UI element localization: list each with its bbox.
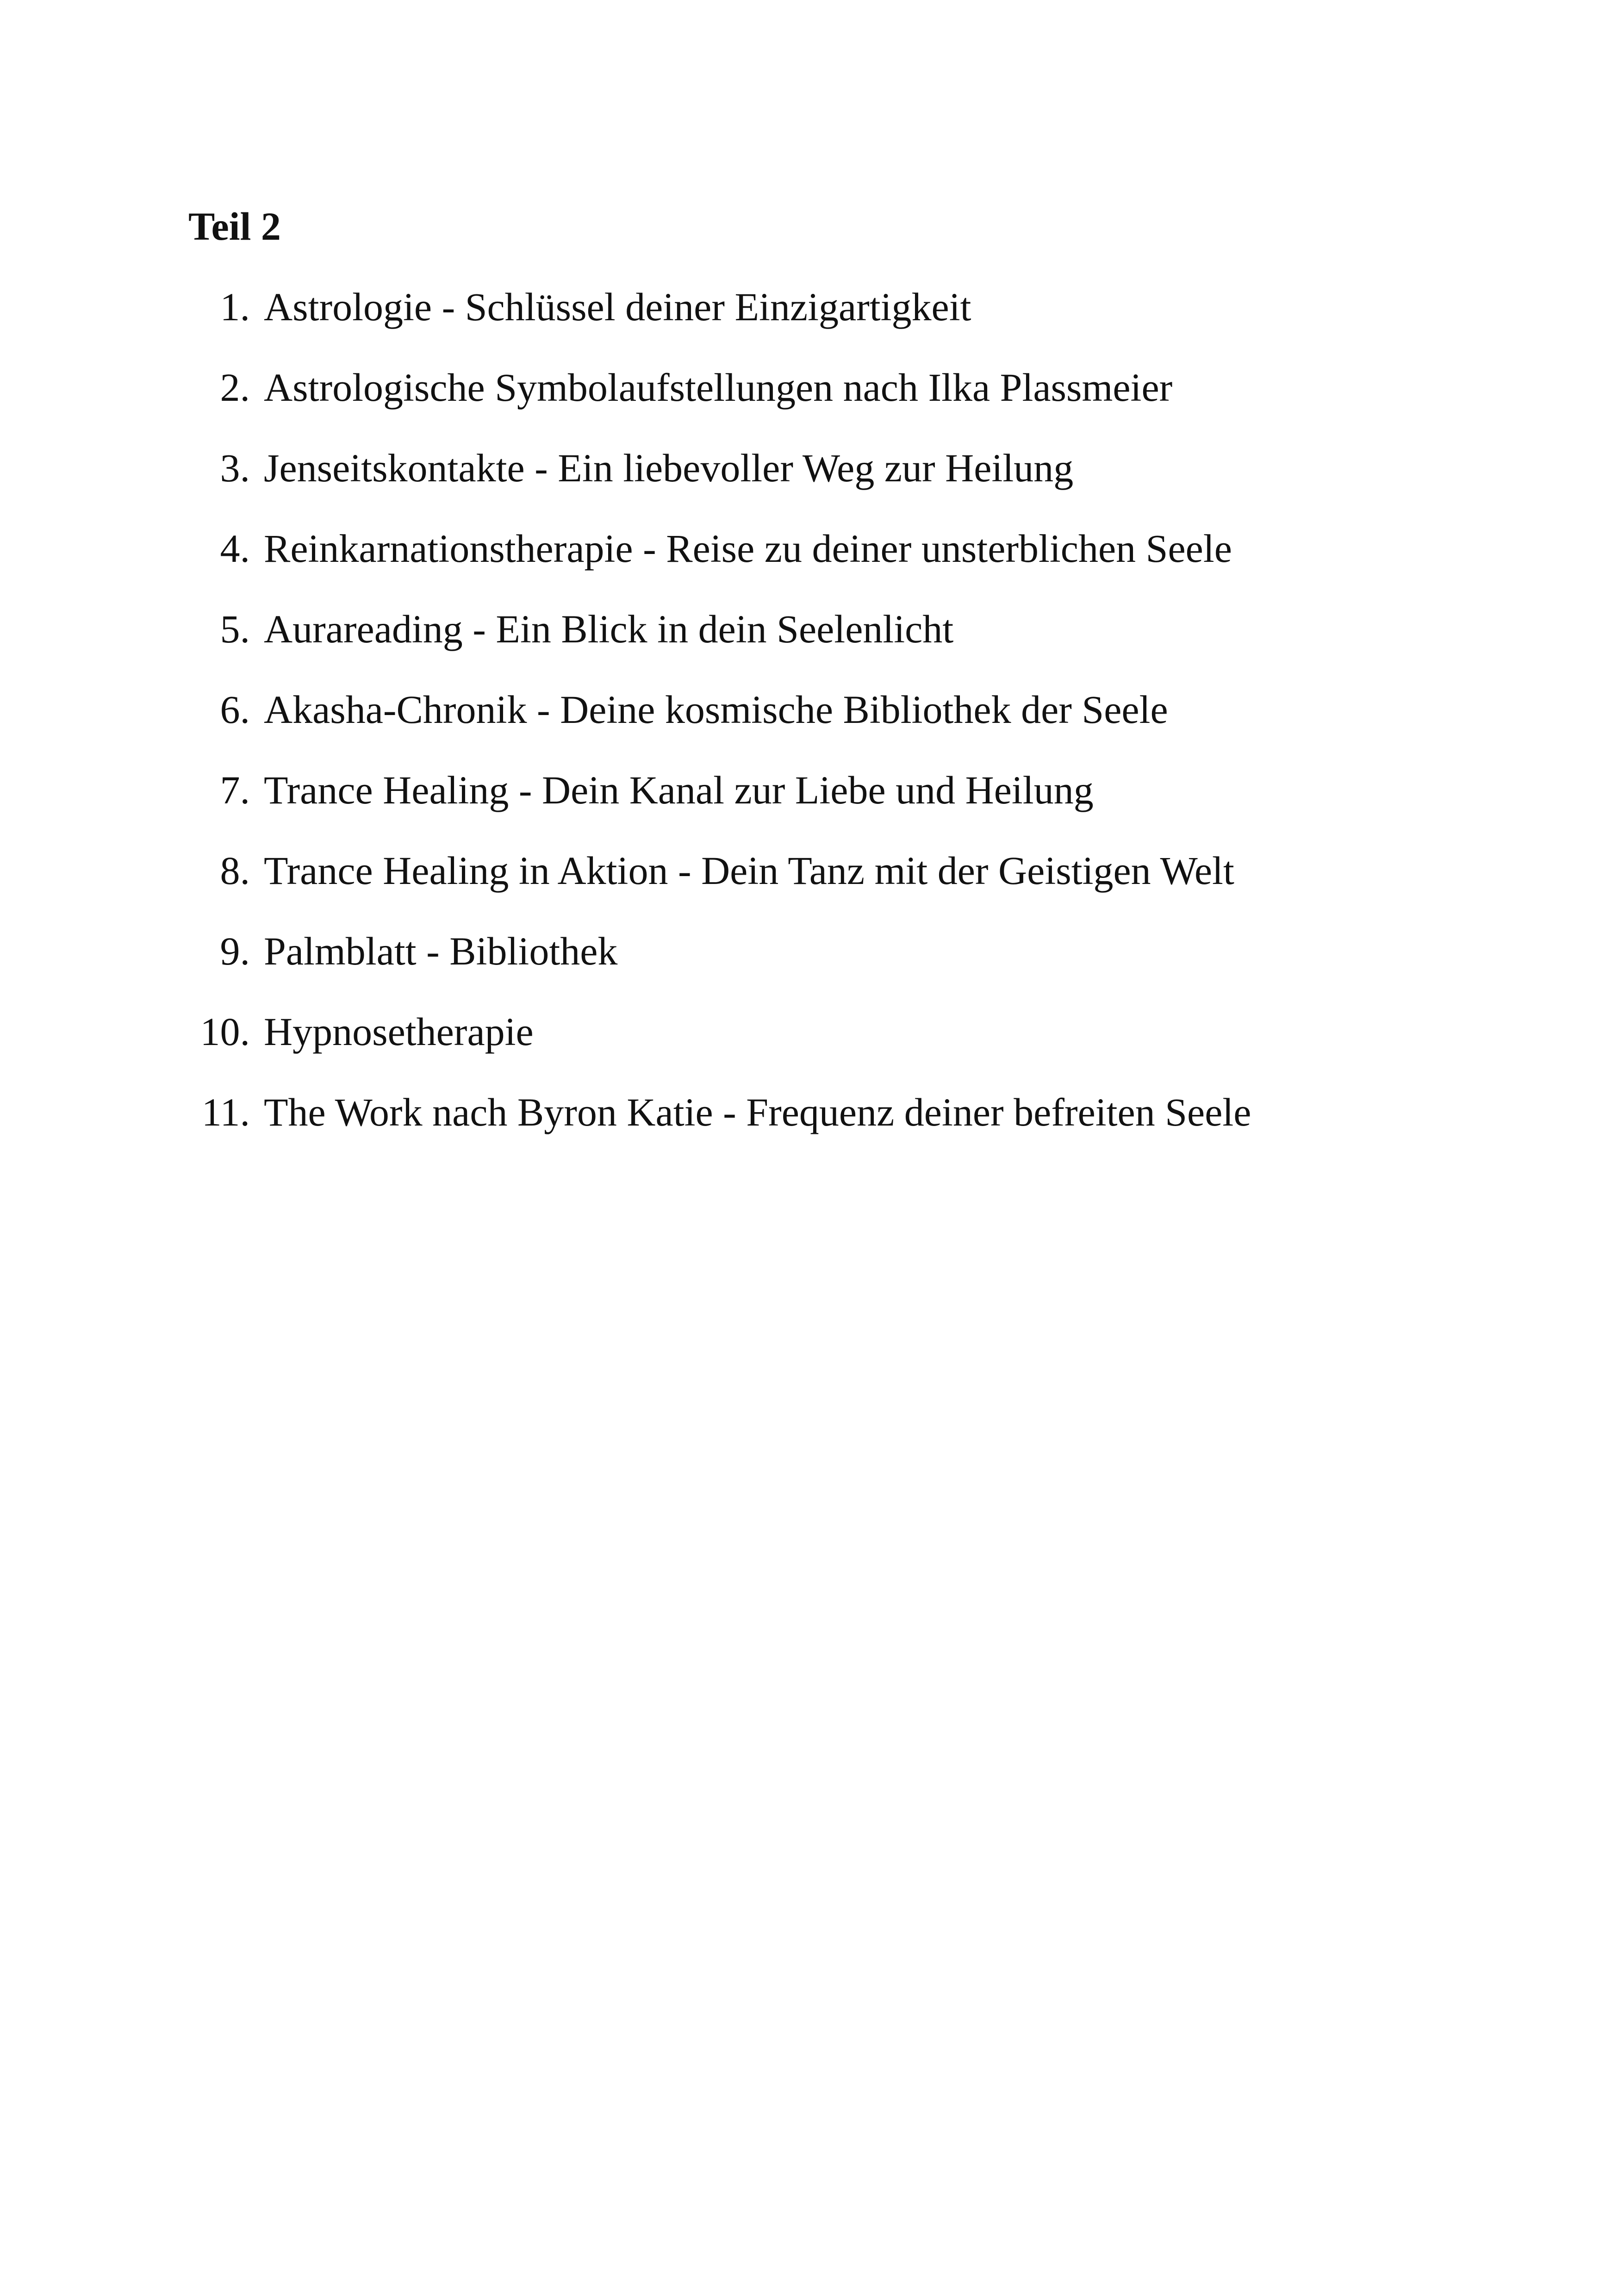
item-title: Aurareading - Ein Blick in dein Seelenlicht <box>264 607 954 651</box>
item-number: 6. <box>220 687 250 732</box>
list-item <box>185 848 1574 931</box>
item-number: 3. <box>220 446 250 490</box>
section-heading: Teil 2 <box>188 204 281 249</box>
item-number: 2. <box>220 365 250 410</box>
list-item <box>185 1009 1574 1092</box>
item-number: 5. <box>220 607 250 651</box>
list-item <box>185 609 1574 690</box>
item-number: 8. <box>220 848 250 893</box>
list-item <box>185 448 1574 529</box>
item-title: Akasha-Chronik - Deine kosmische Bibliothek der Seele <box>264 687 1168 732</box>
item-title: Astrologie - Schlüssel deiner Einzigartigkeit <box>264 285 971 329</box>
list-item <box>185 287 1574 367</box>
item-title: Trance Healing in Aktion - Dein Tanz mit der Geistigen Welt <box>264 848 1234 893</box>
item-title: Trance Healing - Dein Kanal zur Liebe und Heilung <box>264 768 1094 812</box>
list-item <box>185 526 1574 609</box>
item-title: Hypnosetherapie <box>264 1009 534 1054</box>
item-number: 4. <box>220 526 250 571</box>
item-number: 9. <box>220 929 250 973</box>
item-title: Reinkarnationstherapie - Reise zu deiner unsterblichen Seele <box>264 526 1232 571</box>
item-title: Palmblatt - Bibliothek <box>264 929 618 973</box>
list-item <box>185 367 1574 448</box>
list-item <box>185 1092 1574 1173</box>
item-number: 7. <box>220 768 250 812</box>
list-item <box>185 931 1574 1012</box>
item-title: Astrologische Symbolaufstellungen nach Ilka Plassmeier <box>264 365 1173 410</box>
item-number: 10. <box>200 1009 250 1054</box>
item-number: 11. <box>201 1090 250 1134</box>
list-item <box>185 770 1574 851</box>
item-number: 1. <box>220 285 250 329</box>
list-item <box>185 687 1574 770</box>
item-title: The Work nach Byron Katie - Frequenz deiner befreiten Seele <box>264 1090 1251 1134</box>
item-title: Jenseitskontakte - Ein liebevoller Weg zur Heilung <box>264 446 1074 490</box>
table-of-contents <box>185 287 1574 1173</box>
